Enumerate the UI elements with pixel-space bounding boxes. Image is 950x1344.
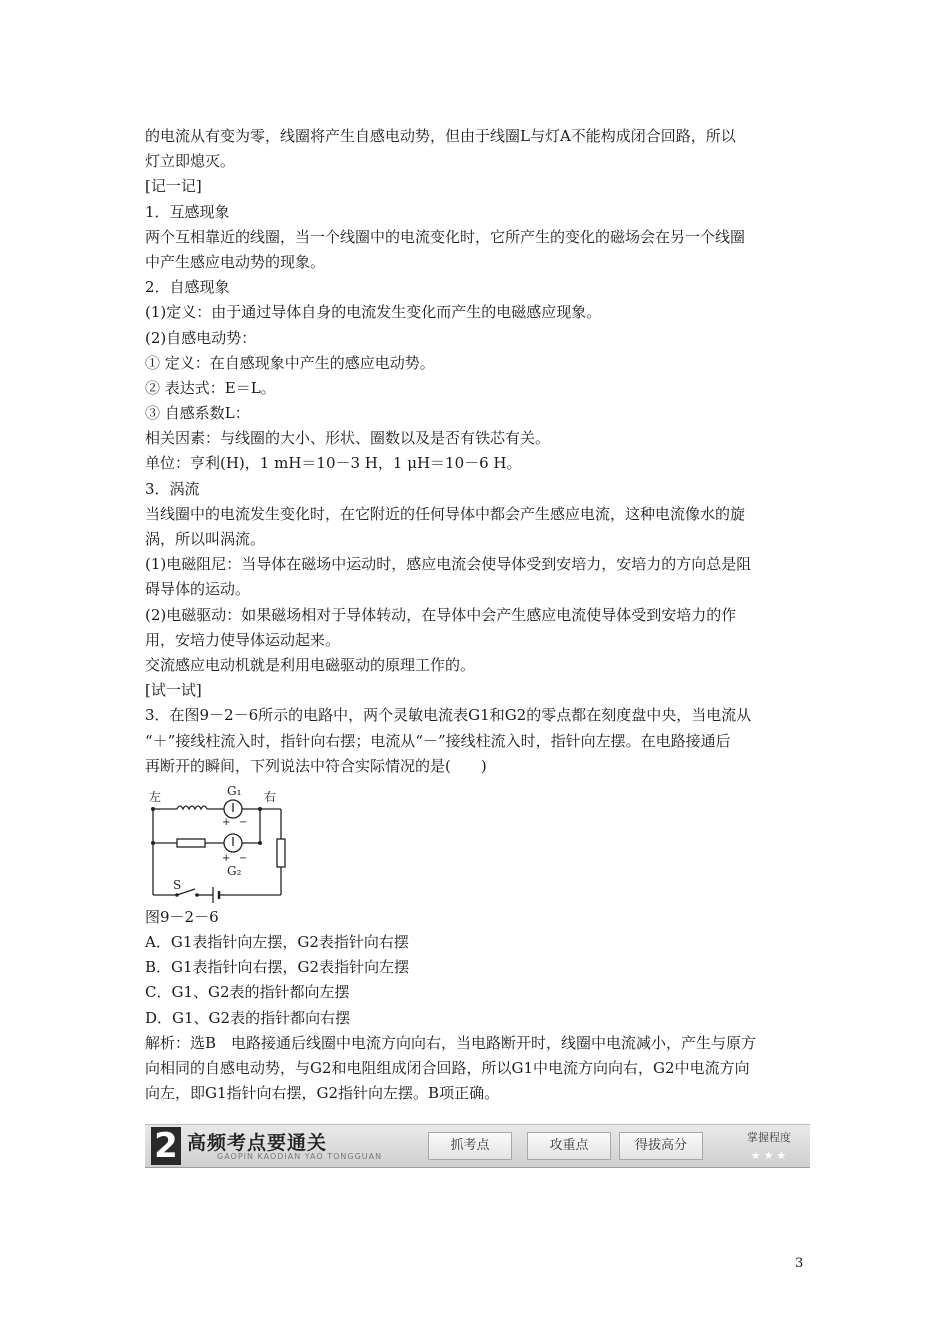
tab-high-score[interactable]: 得拔高分: [619, 1132, 703, 1160]
banner-number: 2: [151, 1127, 181, 1165]
label-left: 左: [149, 789, 162, 804]
mastery-stars-icon: ★★★: [750, 1149, 790, 1162]
circuit-diagram: [147, 783, 297, 903]
tab-grasp-points[interactable]: 抓考点: [428, 1132, 512, 1160]
text-line: 两个互相靠近的线圈，当一个线圈中的电流变化时，它所产生的变化的磁场会在另一个线圈: [145, 227, 746, 246]
figure-caption: 图9－2－6: [145, 907, 219, 926]
question-line: 再断开的瞬间，下列说法中符合实际情况的是( ): [145, 756, 487, 775]
option-c: C．G1、G2表的指针都向左摆: [145, 983, 350, 1002]
text-line: ① 定义：在自感现象中产生的感应电动势。: [145, 353, 435, 372]
text-line: (2)自感电动势：: [145, 328, 257, 347]
solution-line: 向相同的自感电动势，与G2和电阻组成闭合回路，所以G1中电流方向向右，G2中电流方向: [145, 1059, 750, 1077]
option-b: B．G1表指针向右摆，G2表指针向左摆: [145, 958, 410, 977]
question-line: “＋”接线柱流入时，指针向右摆；电流从“－”接线柱流入时，指针向左摆。在电路接通后: [145, 731, 731, 750]
text-line: (2)电磁驱动：如果磁场相对于导体转动，在导体中会产生感应电流使导体受到安培力的作: [145, 605, 737, 624]
inductor-coil: [177, 806, 207, 809]
option-a: A．G1表指针向左摆，G2表指针向右摆: [145, 933, 409, 952]
text-line: 的电流从有变为零，线圈将产生自感电动势，但由于线圈L与灯A不能构成闭合回路，所以: [145, 127, 736, 145]
heading-self-induction: 2．自感现象: [145, 278, 230, 297]
mastery-label: 掌握程度: [747, 1131, 791, 1144]
solution-line: 解析：选B 电路接通后线圈中电流方向向右，当电路断开时，线圈中电流减小，产生与原方: [145, 1033, 757, 1052]
text-line: ② 表达式：E＝L。: [145, 378, 276, 397]
question-line: 3．在图9－2－6所示的电路中，两个灵敏电流表G1和G2的零点都在刻度盘中央，当电流从: [145, 706, 752, 725]
section-banner: [145, 1124, 810, 1168]
label-g2-plus: +: [222, 852, 231, 864]
text-line: 交流感应电动机就是利用电磁驱动的原理工作的。: [145, 655, 476, 674]
option-d: D．G1、G2表的指针都向右摆: [145, 1008, 351, 1027]
solution-line: 向左，即G1指针向右摆，G2指针向左摆。B项正确。: [145, 1084, 500, 1103]
page-number: 3: [795, 1256, 804, 1271]
document-body: [145, 124, 810, 1106]
tab-key-points[interactable]: 攻重点: [527, 1132, 611, 1160]
heading-eddy-current: 3．涡流: [145, 479, 200, 498]
section-label-remember: [记一记]: [145, 177, 202, 196]
label-g2: G₂: [227, 863, 242, 878]
text-line: 单位：亨利(H)，1 mH＝10－3 H，1 μH＝10－6 H。: [145, 454, 522, 473]
text-line: 当线圈中的电流发生变化时，在它附近的任何导体中都会产生感应电流，这种电流像水的旋: [145, 504, 746, 523]
section-label-try: [试一试]: [145, 681, 202, 700]
text-line: 碍导体的运动。: [145, 580, 251, 599]
text-line: (1)电磁阻尼：当导体在磁场中运动时，感应电流会使导体受到安培力，安培力的方向总是阻: [145, 555, 752, 574]
text-line: 相关因素：与线圈的大小、形状、圈数以及是否有铁芯有关。: [145, 429, 551, 448]
resistor-right: [277, 839, 285, 867]
heading-mutual-induction: 1．互感现象: [145, 202, 230, 221]
label-g1-minus: −: [239, 816, 248, 828]
label-switch: S: [173, 877, 182, 892]
banner-title: 高频考点要通关: [187, 1132, 328, 1154]
label-g2-minus: −: [239, 852, 248, 864]
label-g1: G₁: [227, 783, 242, 798]
banner-subtitle: GAOPIN KAODIAN YAO TONGGUAN: [217, 1152, 383, 1161]
text-line: ③ 自感系数L：: [145, 404, 250, 423]
text-line: 用，安培力使导体运动起来。: [145, 630, 341, 649]
text-line: 涡，所以叫涡流。: [145, 530, 266, 548]
label-right: 右: [264, 789, 277, 804]
label-g1-plus: +: [222, 816, 231, 828]
resistor-middle: [177, 839, 205, 847]
text-line: 中产生感应电动势的现象。: [145, 252, 326, 271]
text-line: 灯立即熄灭。: [145, 152, 236, 171]
text-line: (1)定义：由于通过导体自身的电流发生变化而产生的电磁感应现象。: [145, 303, 602, 322]
